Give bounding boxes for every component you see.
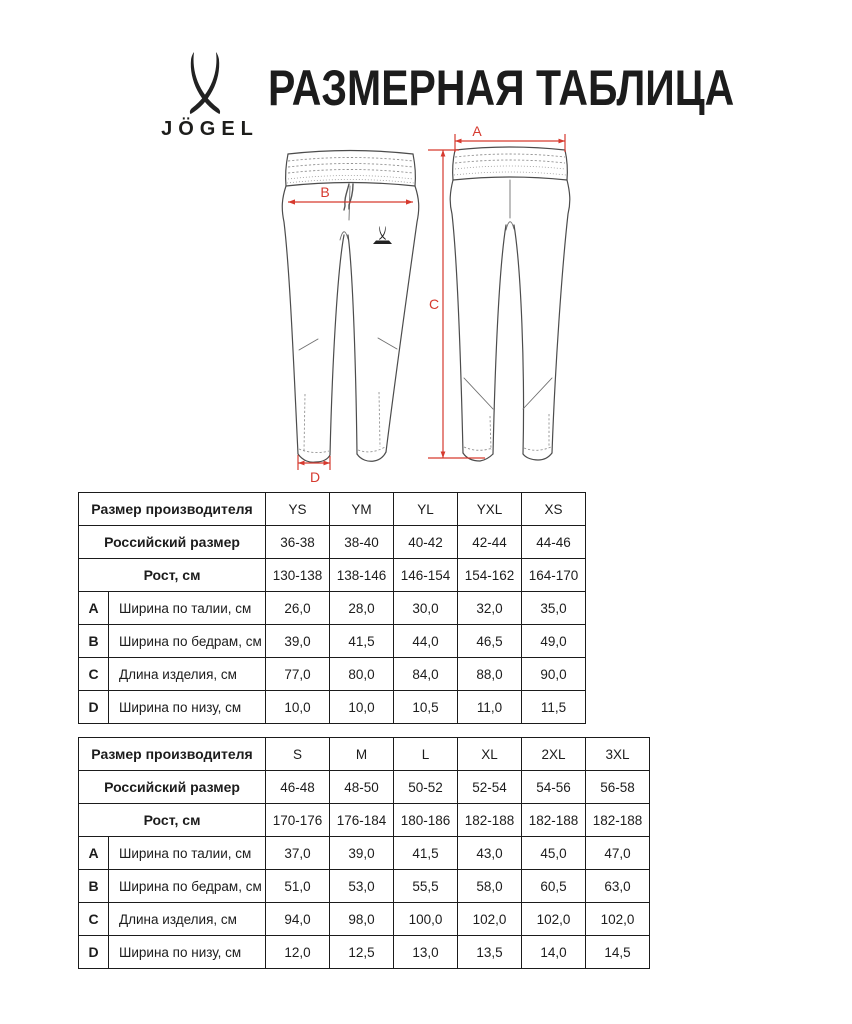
size-value: YM [330, 493, 394, 526]
measure-value: 43,0 [458, 837, 522, 870]
size-table-youth [78, 492, 586, 724]
size-value: 56-58 [586, 771, 650, 804]
measure-value: 37,0 [266, 837, 330, 870]
dimension-label: Ширина по бедрам, см [109, 625, 266, 658]
table-row [79, 592, 586, 625]
size-value: 182-188 [586, 804, 650, 837]
dimension-label-b: B [320, 184, 330, 200]
size-value: XS [522, 493, 586, 526]
pants-back-outline [450, 147, 570, 461]
dimension-label-d: D [309, 469, 321, 485]
measure-value: 100,0 [394, 903, 458, 936]
table-row [79, 903, 650, 936]
size-value: 38-40 [330, 526, 394, 559]
measure-value: 77,0 [266, 658, 330, 691]
pants-back-diagram [425, 118, 590, 468]
size-value: 44-46 [522, 526, 586, 559]
size-value: 2XL [522, 738, 586, 771]
measure-value: 84,0 [394, 658, 458, 691]
dimension-label: Ширина по талии, см [109, 592, 266, 625]
table-row [79, 837, 650, 870]
measure-value: 28,0 [330, 592, 394, 625]
drawstring [344, 184, 353, 210]
size-value: 176-184 [330, 804, 394, 837]
row-label: Рост, см [79, 804, 266, 837]
size-value: 50-52 [394, 771, 458, 804]
measure-value: 11,0 [458, 691, 522, 724]
dimension-label: Длина изделия, см [109, 903, 266, 936]
size-value: 170-176 [266, 804, 330, 837]
measure-value: 30,0 [394, 592, 458, 625]
dimension-label: Ширина по талии, см [109, 837, 266, 870]
table-row [79, 493, 586, 526]
table-row [79, 526, 586, 559]
size-value: 146-154 [394, 559, 458, 592]
row-label: Размер производителя [79, 738, 266, 771]
size-value: 164-170 [522, 559, 586, 592]
measure-value: 53,0 [330, 870, 394, 903]
measure-value: 41,5 [394, 837, 458, 870]
measure-value: 55,5 [394, 870, 458, 903]
dimension-arrow-b [288, 184, 413, 205]
measure-value: 102,0 [522, 903, 586, 936]
measure-value: 13,5 [458, 936, 522, 969]
table-row [79, 658, 586, 691]
measure-value: 12,5 [330, 936, 394, 969]
table-row [79, 559, 586, 592]
measure-value: 39,0 [266, 625, 330, 658]
size-value: S [266, 738, 330, 771]
measure-value: 49,0 [522, 625, 586, 658]
dimension-label-a: A [472, 123, 482, 139]
row-label: Российский размер [79, 526, 266, 559]
measure-value: 60,5 [522, 870, 586, 903]
measure-value: 58,0 [458, 870, 522, 903]
page-title: РАЗМЕРНАЯ ТАБЛИЦА [268, 60, 735, 116]
size-value: M [330, 738, 394, 771]
measure-value: 10,0 [330, 691, 394, 724]
measure-value: 41,5 [330, 625, 394, 658]
dimension-label: Ширина по низу, см [109, 936, 266, 969]
measure-value: 32,0 [458, 592, 522, 625]
size-value: 36-38 [266, 526, 330, 559]
jogel-leg-logo-icon [373, 226, 392, 244]
measure-value: 10,5 [394, 691, 458, 724]
dimension-arrow-c [428, 150, 485, 458]
size-value: 3XL [586, 738, 650, 771]
table-row [79, 738, 650, 771]
size-value: 182-188 [522, 804, 586, 837]
pants-front-outline [282, 151, 418, 463]
size-value: 52-54 [458, 771, 522, 804]
measure-value: 45,0 [522, 837, 586, 870]
measure-value: 46,5 [458, 625, 522, 658]
size-value: 54-56 [522, 771, 586, 804]
measure-value: 35,0 [522, 592, 586, 625]
measure-value: 11,5 [522, 691, 586, 724]
size-value: 48-50 [330, 771, 394, 804]
dimension-label: Ширина по низу, см [109, 691, 266, 724]
table-row [79, 870, 650, 903]
measure-value: 14,5 [586, 936, 650, 969]
dimension-key: A [79, 592, 109, 625]
size-value: YL [394, 493, 458, 526]
measure-value: 39,0 [330, 837, 394, 870]
measure-value: 47,0 [586, 837, 650, 870]
row-label: Российский размер [79, 771, 266, 804]
dimension-key: D [79, 936, 109, 969]
jogel-logo-icon [176, 52, 234, 116]
dimension-key: C [79, 903, 109, 936]
table-row [79, 691, 586, 724]
measure-value: 88,0 [458, 658, 522, 691]
size-value: 154-162 [458, 559, 522, 592]
table-row [79, 804, 650, 837]
dimension-key: A [79, 837, 109, 870]
measure-value: 63,0 [586, 870, 650, 903]
measure-value: 14,0 [522, 936, 586, 969]
dimension-label: Длина изделия, см [109, 658, 266, 691]
row-label: Рост, см [79, 559, 266, 592]
size-value: 42-44 [458, 526, 522, 559]
measure-value: 44,0 [394, 625, 458, 658]
dimension-key: B [79, 625, 109, 658]
dimension-label: Ширина по бедрам, см [109, 870, 266, 903]
pants-front-diagram [278, 142, 423, 487]
dimension-key: B [79, 870, 109, 903]
measure-value: 10,0 [266, 691, 330, 724]
size-table-adult [78, 737, 650, 969]
size-value: 130-138 [266, 559, 330, 592]
dimension-key: D [79, 691, 109, 724]
size-value: 180-186 [394, 804, 458, 837]
table-row [79, 936, 650, 969]
measure-value: 12,0 [266, 936, 330, 969]
size-value: 182-188 [458, 804, 522, 837]
size-value: 138-146 [330, 559, 394, 592]
dimension-arrow-a [455, 123, 565, 152]
brand-name: JÖGEL [161, 118, 259, 140]
measure-value: 102,0 [458, 903, 522, 936]
row-label: Размер производителя [79, 493, 266, 526]
measure-value: 90,0 [522, 658, 586, 691]
size-value: 40-42 [394, 526, 458, 559]
measure-value: 80,0 [330, 658, 394, 691]
dimension-key: C [79, 658, 109, 691]
size-value: YS [266, 493, 330, 526]
size-value: L [394, 738, 458, 771]
measure-value: 98,0 [330, 903, 394, 936]
table-row [79, 625, 586, 658]
size-value: YXL [458, 493, 522, 526]
table-row [79, 771, 650, 804]
dimension-label-c: C [429, 296, 440, 312]
measure-value: 51,0 [266, 870, 330, 903]
size-value: XL [458, 738, 522, 771]
size-value: 46-48 [266, 771, 330, 804]
measure-value: 26,0 [266, 592, 330, 625]
measure-value: 102,0 [586, 903, 650, 936]
measure-value: 13,0 [394, 936, 458, 969]
measure-value: 94,0 [266, 903, 330, 936]
